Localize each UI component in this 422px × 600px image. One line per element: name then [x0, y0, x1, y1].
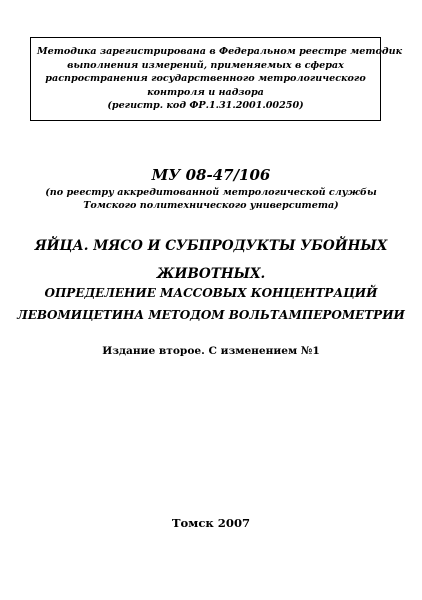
registration-line: контроля и надзора — [147, 86, 264, 98]
document-title-line: ЖИВОТНЫХ. — [156, 266, 266, 282]
document-code: МУ 08-47/106 — [151, 166, 271, 184]
place-year: Томск 2007 — [171, 516, 251, 530]
document-subtitle-line: ЛЕВОМИЦЕТИНА МЕТОДОМ ВОЛЬТАМПЕРОМЕТРИИ — [17, 308, 405, 322]
registry-note-line: (по реестру аккредитованной метрологической службы — [45, 187, 377, 198]
registration-line: выполнения измерений, применяемых в сферах — [67, 59, 344, 71]
registration-line: Методика зарегистрирована в Федеральном реестре методик — [37, 46, 403, 57]
registry-note-line: Томского политехнического университета) — [83, 200, 339, 211]
registration-code-line: (регистр. код ФР.1.31.2001.00250) — [107, 100, 304, 112]
registry-note — [0, 186, 422, 212]
document-title — [0, 232, 422, 288]
document-title-line: ЯЙЦА. МЯСО И СУБПРОДУКТЫ УБОЙНЫХ — [34, 238, 388, 254]
registration-box — [30, 37, 403, 121]
document-subtitle — [0, 282, 422, 326]
registration-line: распространения государственного метрологического — [45, 73, 366, 85]
document-subtitle-line: ОПРЕДЕЛЕНИЕ МАССОВЫХ КОНЦЕНТРАЦИЙ — [44, 286, 378, 300]
edition-note: Издание второе. С изменением №1 — [102, 345, 320, 357]
